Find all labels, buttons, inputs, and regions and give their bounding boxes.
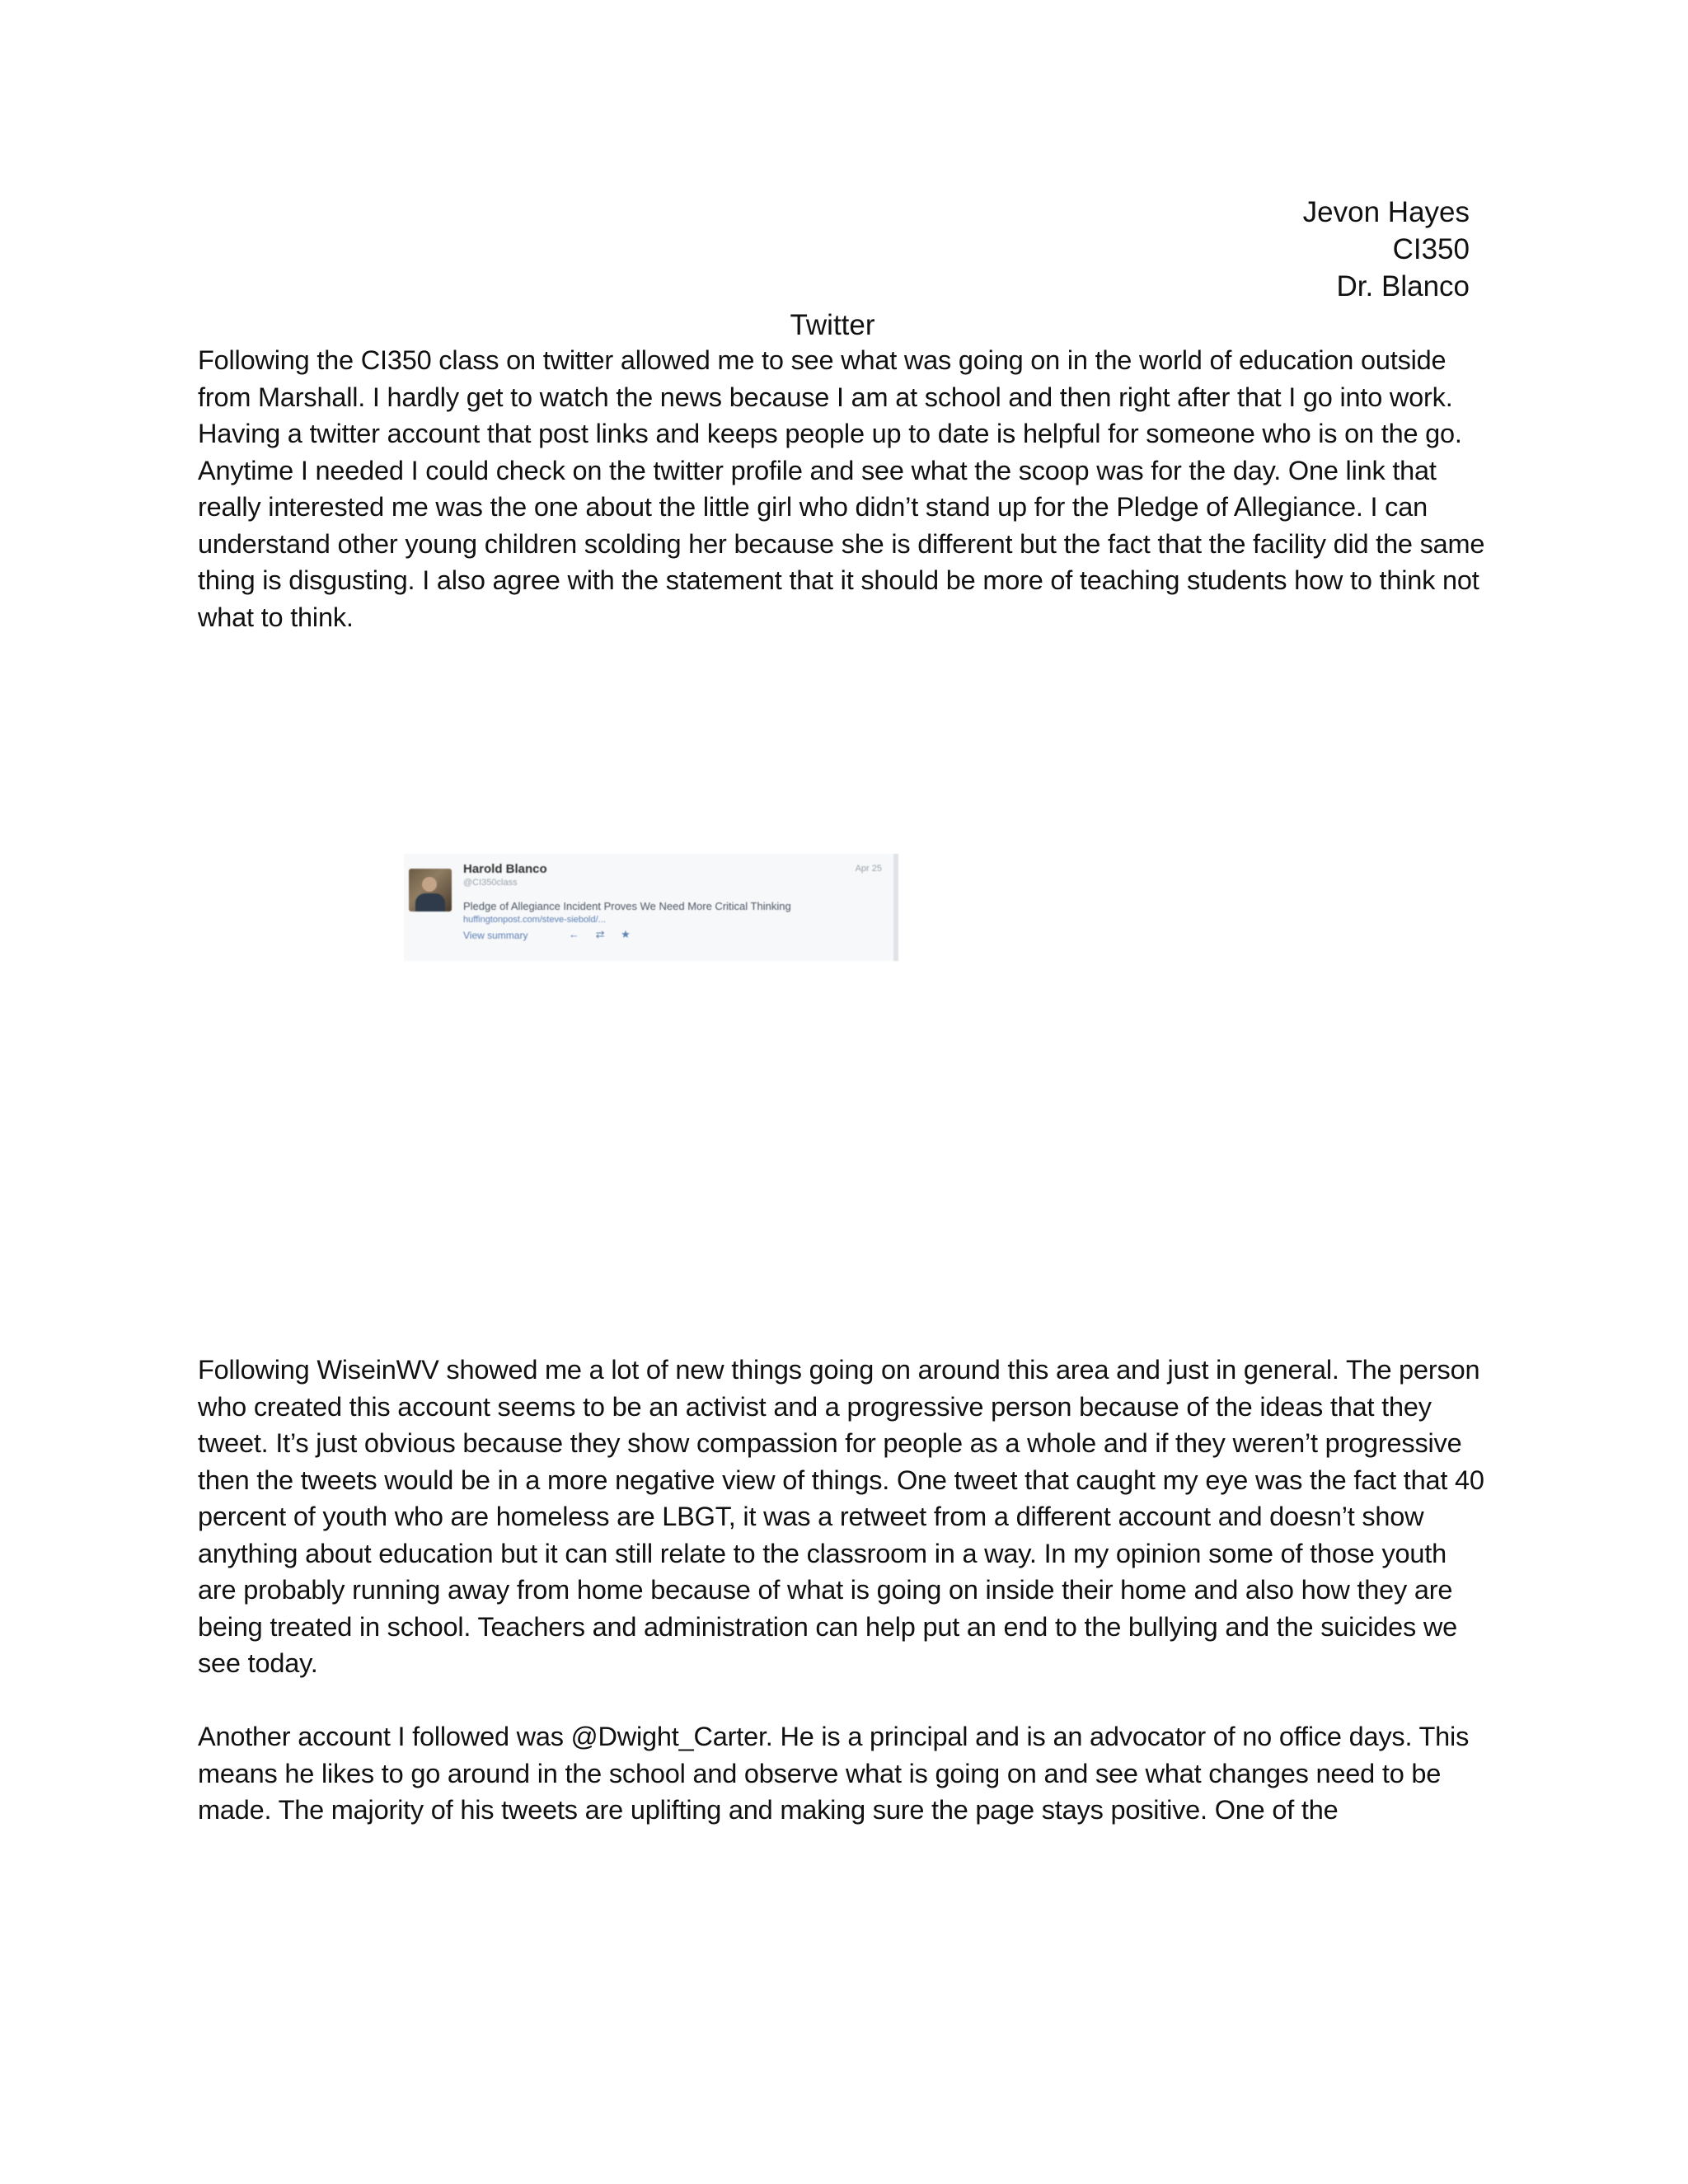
tweet-text: Pledge of Allegiance Incident Proves We Need More Critical Thinking bbox=[463, 900, 791, 912]
avatar bbox=[409, 869, 452, 912]
header-block bbox=[1303, 194, 1470, 305]
document-title: Twitter bbox=[790, 309, 875, 341]
view-summary-link: View summary bbox=[463, 930, 528, 941]
tweet-action-icons: ← ⇄ ★ bbox=[569, 928, 637, 940]
paragraph-2: Following WiseinWV showed me a lot of new things going on around this area and just in general. The person who created this account seems to be an activist and a progressive person because of the ideas that they tweet. It’s just obvious because they show compassion for people as a whole and if they weren’t progressive then the tweets would be in a more negative view of things. One tweet that caught my eye was the fact that 40 percent of youth who are homeless are LBGT, it was a retweet from a different account and doesn’t show anything about education but it can still relate to the classroom in a way. In my opinion some of those youth are probably running away from home because of what is going on inside their home and also how they are being treated in school. Teachers and administration can help put an end to the bullying and the suicides we see today. bbox=[198, 1355, 1484, 1678]
author-name: Jevon Hayes bbox=[1302, 196, 1470, 228]
tweet-author-name: Harold Blanco bbox=[463, 862, 547, 876]
tweet-author-handle: @CI350class bbox=[463, 878, 518, 888]
avatar-face bbox=[422, 877, 437, 892]
instructor-name: Dr. Blanco bbox=[1336, 270, 1470, 302]
tweet-screenshot bbox=[404, 854, 898, 961]
course-code: CI350 bbox=[1392, 233, 1470, 265]
paragraph-1: Following the CI350 class on twitter allowed me to see what was going on in the world of education outside from Marshall. I hardly get to watch the news because I am at school and then right after that I go into work. Having a twitter account that post links and keeps people up to date is helpful for someone who is on the go. Anytime I needed I could check on the twitter profile and see what the scoop was for the day. One link that really interested me was the one about the little girl who didn’t stand up for the Pledge of Allegiance. I can understand other young children scolding her because she is different but the fact that the facility did the same thing is disgusting. I also agree with the statement that it should be more of teaching students how to think not what to think. bbox=[198, 345, 1485, 632]
tweet-link: huffingtonpost.com/steve-siebold/... bbox=[463, 915, 606, 925]
paragraph-3: Another account I followed was @Dwight_Carter. He is a principal and is an advocator of no office days. This means he likes to go around in the school and observe what is going on and see what changes need to be made. The majority of his tweets are uplifting and making sure the page stays positive. One of the bbox=[198, 1722, 1470, 1825]
tweet-date: Apr 25 bbox=[855, 864, 882, 874]
avatar-body bbox=[415, 893, 445, 912]
